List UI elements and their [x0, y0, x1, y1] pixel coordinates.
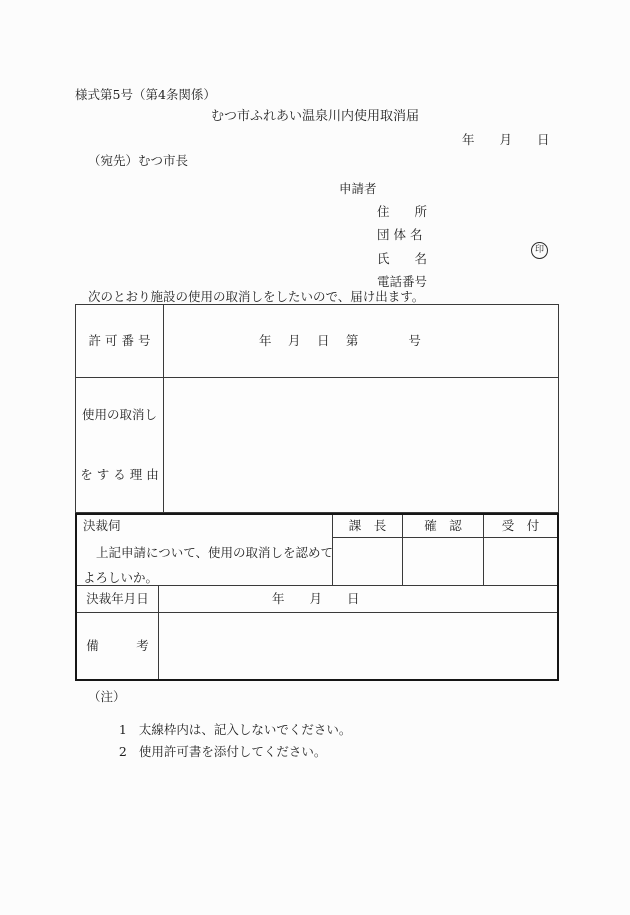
note-item-1-text: 太線枠内は、記入しないでください。 — [138, 721, 352, 737]
form-number: 様式第5号（第4条関係） — [75, 87, 216, 102]
approval-title: 決裁伺 — [83, 518, 121, 533]
stamp-box-reception — [484, 538, 557, 585]
note-item-2-text: 使用許可書を添付してください。 — [138, 743, 327, 759]
stamp-header-confirmation-label: 確 認 — [424, 518, 462, 534]
reason-value-cell — [164, 378, 558, 512]
remarks-value-cell — [159, 612, 557, 679]
stamp-header-section-chief-label: 課 長 — [348, 518, 387, 534]
stamp-header-reception — [484, 515, 557, 538]
applicant-phone-label: 電話番号 — [377, 274, 428, 289]
permit-number-label: 許 可 番 号 — [88, 333, 151, 349]
permit-number-value: 年 月 日 第 号 — [259, 333, 421, 349]
remarks-label-cell — [77, 612, 159, 679]
notes-header: （注） — [88, 689, 126, 704]
permit-number-value-cell — [164, 305, 558, 378]
addressee-line: （宛先）むつ市長 — [88, 153, 189, 168]
intro-sentence: 次のとおり施設の使用の取消しをしたいので、届け出ます。 — [88, 289, 425, 304]
reason-label-cell — [76, 378, 164, 512]
header-date-line: 年 月 日 — [462, 132, 550, 147]
stamp-header-confirmation — [403, 515, 484, 538]
applicant-label: 申請者 — [339, 181, 377, 196]
approval-date-value-cell — [159, 585, 557, 612]
approval-date-value: 年 月 日 — [272, 591, 360, 607]
approval-date-label: 決裁年月日 — [86, 591, 149, 607]
main-table — [75, 304, 559, 513]
seal-icon — [531, 242, 548, 259]
approval-question-line2: よろしいか。 — [83, 570, 159, 585]
approval-table — [75, 513, 559, 681]
stamp-header-section-chief — [333, 515, 403, 538]
note-item-1-num: 1 — [118, 721, 127, 737]
stamp-box-section-chief — [333, 538, 403, 585]
applicant-name-label: 氏 名 — [377, 251, 428, 266]
applicant-address-label: 住 所 — [377, 204, 428, 219]
page-title: むつ市ふれあい温泉川内使用取消届 — [210, 109, 419, 124]
stamp-box-confirmation — [403, 538, 484, 585]
reason-label-line2: を す る 理 由 — [80, 467, 159, 482]
note-item-2-num: 2 — [118, 743, 127, 759]
stamp-header-reception-label: 受 付 — [501, 518, 540, 534]
approval-request-cell — [77, 515, 333, 585]
seal-char: 印 — [534, 245, 544, 255]
remarks-label: 備 考 — [86, 638, 149, 654]
applicant-group-label: 団 体 名 — [377, 227, 423, 242]
note-item-2 — [103, 728, 326, 775]
approval-question-line1: 上記申請について、使用の取消しを認めて — [96, 545, 334, 560]
reason-label-line1: 使用の取消し — [81, 407, 157, 422]
approval-date-label-cell — [77, 585, 159, 612]
